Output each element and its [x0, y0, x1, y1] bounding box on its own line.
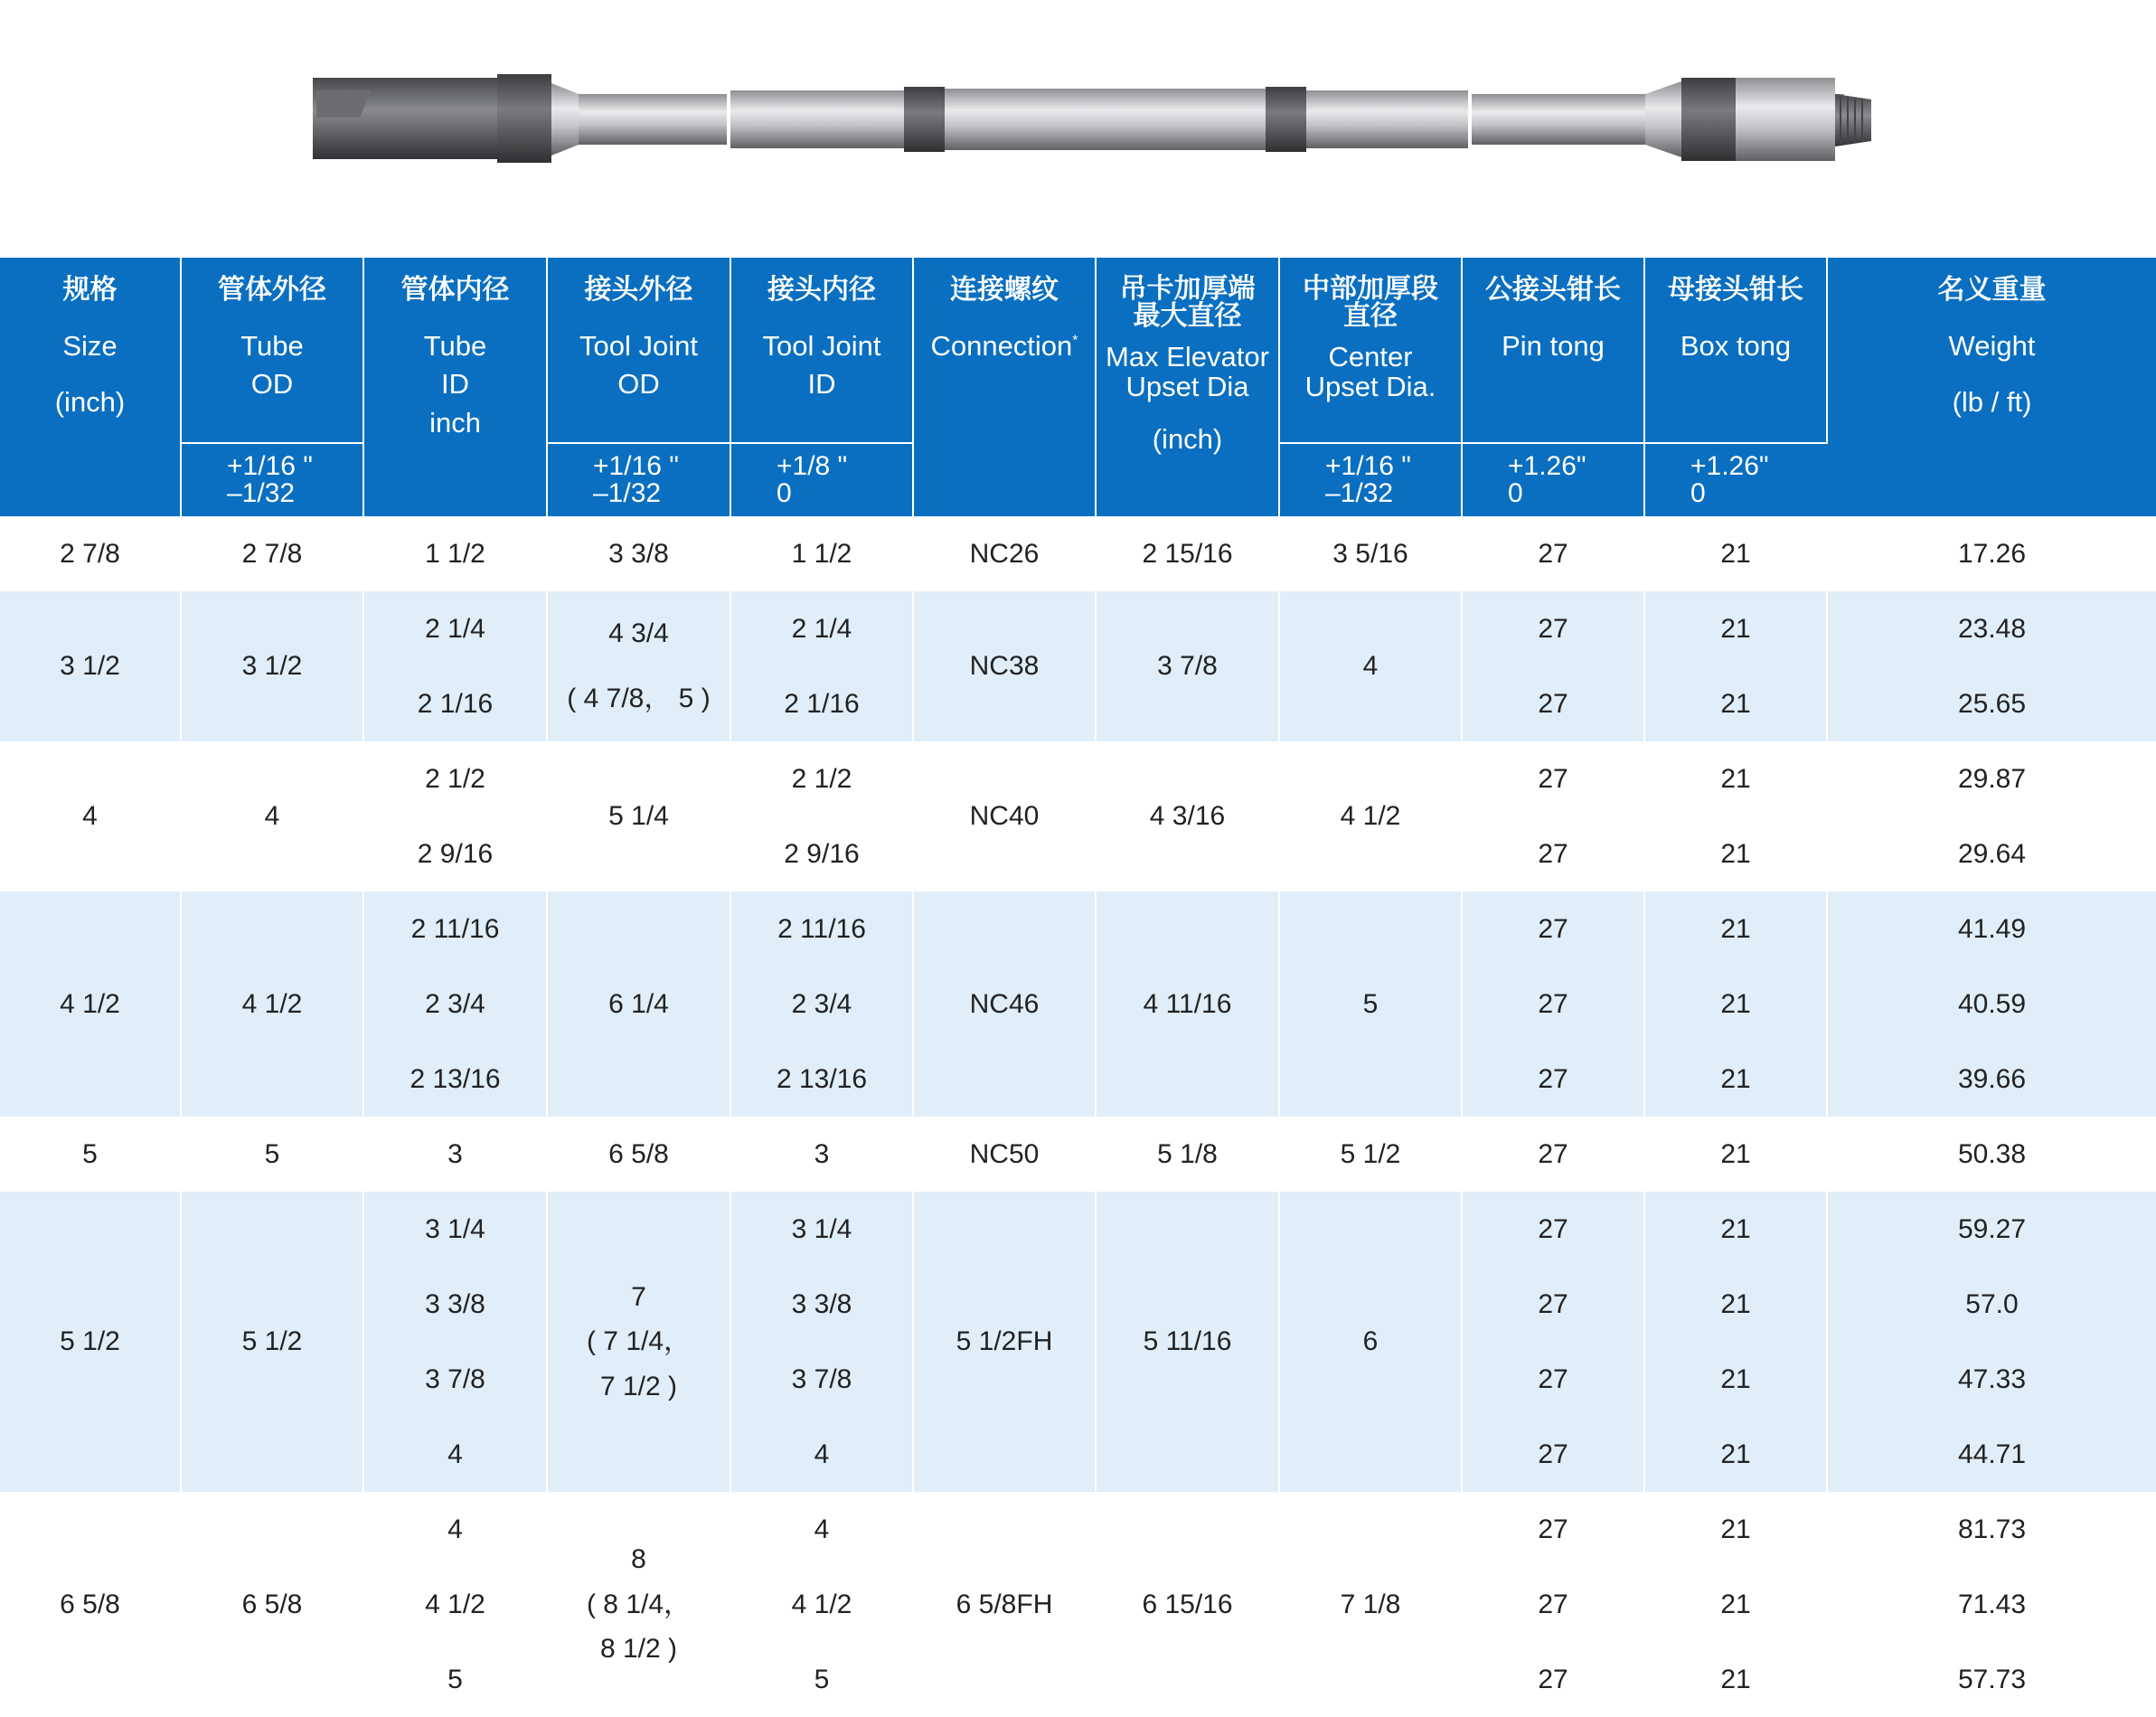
cell-box-tong: 21	[1644, 591, 1827, 666]
col-box-tong: 母接头钳长 Box tong	[1644, 258, 1827, 443]
tool-joint-od-value: 6 5/8	[608, 1138, 669, 1169]
cell-box-tong: 21	[1644, 666, 1827, 741]
cell-tube-id: 4	[363, 1417, 547, 1492]
cell-connection: NC38	[913, 591, 1096, 741]
cell-tube-od: 5	[181, 1117, 363, 1192]
cell-center-upset: 4 1/2	[1279, 741, 1462, 892]
cell-pin-tong: 27	[1462, 1417, 1644, 1492]
tol-tube-od: +1/16 " –1/32	[181, 443, 363, 516]
cell-size: 5 1/2	[0, 1192, 181, 1492]
cell-tool-joint-id: 2 3/4	[730, 967, 913, 1042]
cell-pin-tong: 27	[1462, 816, 1644, 892]
cell-max-elevator: 5 1/8	[1096, 1117, 1279, 1192]
cell-tube-od: 3 1/2	[181, 591, 363, 741]
cell-weight: 17.26	[1827, 516, 2156, 591]
cell-box-tong: 21	[1644, 816, 1827, 892]
cell-tube-id: 2 9/16	[363, 816, 547, 892]
cell-weight: 50.38	[1827, 1117, 2156, 1192]
cell-max-elevator: 4 11/16	[1096, 892, 1279, 1117]
cell-pin-tong: 27	[1462, 516, 1644, 591]
cell-box-tong: 21	[1644, 1267, 1827, 1342]
tool-joint-od-value: 3 3/8	[608, 538, 669, 569]
tol-box-tong: +1.26" 0	[1644, 443, 1827, 516]
col-center-upset: 中部加厚段 直径 Center Upset Dia.	[1279, 258, 1462, 443]
cell-tube-id: 2 1/2	[363, 741, 547, 816]
table-row	[0, 1192, 2156, 1267]
cell-max-elevator: 4 3/16	[1096, 741, 1279, 892]
tool-joint-od-value: 6 1/4	[608, 988, 669, 1019]
drill-pipe-icon	[307, 63, 1898, 172]
cell-tool-joint-id: 3	[730, 1117, 913, 1192]
cell-center-upset: 4	[1279, 591, 1462, 741]
cell-center-upset: 7 1/8	[1279, 1492, 1462, 1717]
cell-max-elevator: 2 15/16	[1096, 516, 1279, 591]
cell-tube-id: 4 1/2	[363, 1567, 547, 1642]
cell-size: 3 1/2	[0, 591, 181, 741]
col-max-elevator: 吊卡加厚端 最大直径 Max Elevator Upset Dia (inch)	[1096, 258, 1279, 516]
cell-weight: 39.66	[1827, 1042, 2156, 1117]
cell-connection: NC46	[913, 892, 1096, 1117]
cell-weight: 47.33	[1827, 1342, 2156, 1417]
cell-tube-od: 5 1/2	[181, 1192, 363, 1492]
tol-pin-tong: +1.26" 0	[1462, 443, 1644, 516]
cell-tool-joint-od	[547, 741, 730, 892]
table-row	[0, 591, 2156, 666]
cell-pin-tong: 27	[1462, 666, 1644, 741]
cell-box-tong: 21	[1644, 1192, 1827, 1267]
cell-tube-od: 6 5/8	[181, 1492, 363, 1717]
cell-box-tong: 21	[1644, 1492, 1827, 1567]
cell-tool-joint-id: 2 11/16	[730, 892, 913, 967]
cell-tool-joint-id: 2 1/4	[730, 591, 913, 666]
cell-size: 6 5/8	[0, 1492, 181, 1717]
col-connection: 连接螺纹 Connection*	[913, 258, 1096, 516]
cell-pin-tong: 27	[1462, 741, 1644, 816]
cell-size: 5	[0, 1117, 181, 1192]
cell-tool-joint-id: 3 1/4	[730, 1192, 913, 1267]
cell-tube-id: 5	[363, 1642, 547, 1717]
tool-joint-od-value: 5 1/4	[608, 801, 669, 832]
cell-weight: 81.73	[1827, 1492, 2156, 1567]
cell-connection: NC26	[913, 516, 1096, 591]
cell-tool-joint-id: 2 13/16	[730, 1042, 913, 1117]
col-size: 规格 Size (inch)	[0, 258, 181, 516]
table-row	[0, 516, 2156, 591]
cell-weight: 57.0	[1827, 1267, 2156, 1342]
cell-tube-id: 2 11/16	[363, 892, 547, 967]
tol-tool-joint-od: +1/16 " –1/32	[547, 443, 730, 516]
col-tool-joint-id: 接头内径 Tool Joint ID	[730, 258, 913, 443]
cell-pin-tong: 27	[1462, 1117, 1644, 1192]
cell-tube-id: 3 7/8	[363, 1342, 547, 1417]
cell-connection: 6 5/8FH	[913, 1492, 1096, 1717]
cell-tool-joint-od	[547, 892, 730, 1117]
tool-joint-od-value: 7 1/2 )	[599, 1371, 678, 1401]
tool-joint-od-value: 7	[631, 1281, 646, 1312]
col-tube-id: 管体内径 Tube ID inch	[363, 258, 547, 516]
cell-box-tong: 21	[1644, 1567, 1827, 1642]
cell-tool-joint-id: 1 1/2	[730, 516, 913, 591]
cell-tube-od: 4	[181, 741, 363, 892]
cell-tube-od: 4 1/2	[181, 892, 363, 1117]
cell-tool-joint-id: 3 7/8	[730, 1342, 913, 1417]
cell-tube-id: 2 3/4	[363, 967, 547, 1042]
cell-box-tong: 21	[1644, 1042, 1827, 1117]
cell-tool-joint-od	[547, 1117, 730, 1192]
cell-pin-tong: 27	[1462, 967, 1644, 1042]
cell-tool-joint-od	[547, 516, 730, 591]
table-row	[0, 892, 2156, 967]
cell-pin-tong: 27	[1462, 1567, 1644, 1642]
cell-tool-joint-od	[547, 1492, 730, 1717]
tool-joint-od-value: ( 4 7/8， 5 )	[567, 684, 711, 713]
cell-max-elevator: 3 7/8	[1096, 591, 1279, 741]
cell-tool-joint-id: 4	[730, 1417, 913, 1492]
cell-max-elevator: 5 11/16	[1096, 1192, 1279, 1492]
tol-tool-joint-id: +1/8 " 0	[730, 443, 913, 516]
cell-pin-tong: 27	[1462, 591, 1644, 666]
col-weight: 名义重量 Weight (lb / ft)	[1827, 258, 2156, 516]
cell-weight: 71.43	[1827, 1567, 2156, 1642]
cell-pin-tong: 27	[1462, 892, 1644, 967]
cell-weight: 57.73	[1827, 1642, 2156, 1717]
cell-tube-id: 2 13/16	[363, 1042, 547, 1117]
cell-tube-id: 3	[363, 1117, 547, 1192]
cell-center-upset: 6	[1279, 1192, 1462, 1492]
col-pin-tong: 公接头钳长 Pin tong	[1462, 258, 1644, 443]
cell-connection: NC50	[913, 1117, 1096, 1192]
cell-center-upset: 5	[1279, 892, 1462, 1117]
cell-tube-id: 4	[363, 1492, 547, 1567]
tool-joint-od-value: ( 7 1/4，	[586, 1326, 692, 1357]
table-row	[0, 1492, 2156, 1567]
cell-box-tong: 21	[1644, 516, 1827, 591]
cell-pin-tong: 27	[1462, 1267, 1644, 1342]
tool-joint-od-value: ( 8 1/4，	[586, 1589, 692, 1619]
cell-tube-id: 3 1/4	[363, 1192, 547, 1267]
cell-tool-joint-id: 2 9/16	[730, 816, 913, 892]
cell-center-upset: 5 1/2	[1279, 1117, 1462, 1192]
cell-max-elevator: 6 15/16	[1096, 1492, 1279, 1717]
cell-pin-tong: 27	[1462, 1642, 1644, 1717]
cell-weight: 59.27	[1827, 1192, 2156, 1267]
cell-size: 4 1/2	[0, 892, 181, 1117]
cell-tube-id: 2 1/16	[363, 666, 547, 741]
cell-tool-joint-id: 5	[730, 1642, 913, 1717]
cell-weight: 23.48	[1827, 591, 2156, 666]
cell-weight: 41.49	[1827, 892, 2156, 967]
cell-center-upset: 3 5/16	[1279, 516, 1462, 591]
cell-tool-joint-od	[547, 1192, 730, 1492]
cell-box-tong: 21	[1644, 967, 1827, 1042]
table-body	[0, 516, 2156, 1717]
cell-tool-joint-id: 4 1/2	[730, 1567, 913, 1642]
cell-weight: 25.65	[1827, 666, 2156, 741]
cell-pin-tong: 27	[1462, 1042, 1644, 1117]
col-tube-od: 管体外径 Tube OD	[181, 258, 363, 443]
table-header	[0, 258, 2156, 516]
cell-tool-joint-od	[547, 591, 730, 741]
cell-pin-tong: 27	[1462, 1342, 1644, 1417]
drill-pipe-spec-table	[0, 258, 2156, 1717]
cell-size: 2 7/8	[0, 516, 181, 591]
tool-joint-od-value: 8 1/2 )	[599, 1634, 678, 1665]
cell-box-tong: 21	[1644, 1417, 1827, 1492]
cell-tool-joint-id: 3 3/8	[730, 1267, 913, 1342]
cell-connection: NC40	[913, 741, 1096, 892]
tol-center-upset: +1/16 " –1/32	[1279, 443, 1462, 516]
tool-joint-od-value: 8	[631, 1544, 646, 1575]
cell-tube-od: 2 7/8	[181, 516, 363, 591]
cell-box-tong: 21	[1644, 741, 1827, 816]
cell-tool-joint-id: 2 1/2	[730, 741, 913, 816]
cell-tube-id: 1 1/2	[363, 516, 547, 591]
cell-tube-id: 2 1/4	[363, 591, 547, 666]
cell-weight: 29.64	[1827, 816, 2156, 892]
cell-box-tong: 21	[1644, 1117, 1827, 1192]
table-row	[0, 741, 2156, 816]
table-row	[0, 1117, 2156, 1192]
cell-size: 4	[0, 741, 181, 892]
cell-box-tong: 21	[1644, 892, 1827, 967]
col-tool-joint-od: 接头外径 Tool Joint OD	[547, 258, 730, 443]
cell-pin-tong: 27	[1462, 1492, 1644, 1567]
cell-pin-tong: 27	[1462, 1192, 1644, 1267]
cell-box-tong: 21	[1644, 1642, 1827, 1717]
cell-weight: 29.87	[1827, 741, 2156, 816]
cell-tube-id: 3 3/8	[363, 1267, 547, 1342]
cell-tool-joint-id: 2 1/16	[730, 666, 913, 741]
cell-box-tong: 21	[1644, 1342, 1827, 1417]
cell-tool-joint-id: 4	[730, 1492, 913, 1567]
cell-weight: 44.71	[1827, 1417, 2156, 1492]
tool-joint-od-value: 4 3/4	[608, 618, 669, 648]
cell-weight: 40.59	[1827, 967, 2156, 1042]
cell-connection: 5 1/2FH	[913, 1192, 1096, 1492]
